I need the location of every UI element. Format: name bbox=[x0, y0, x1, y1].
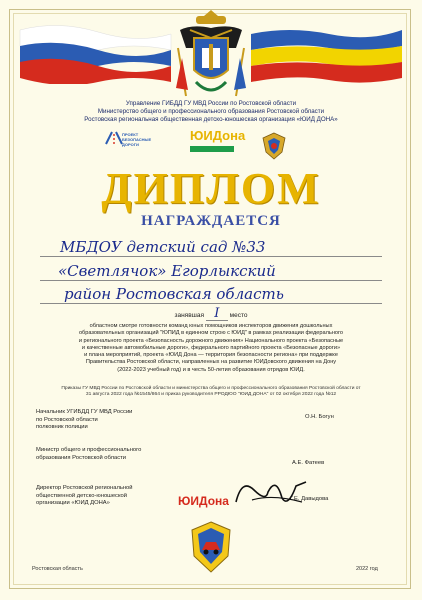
road-icon bbox=[104, 130, 124, 146]
place-line bbox=[0, 308, 422, 321]
recipient-underline-1 bbox=[40, 256, 382, 257]
orders-line-2: 31 августа 2022 года №1545/864 и приказ руководителя РРОДЮО "ЮИД ДОНА" от 02 октября 2022 года №12 bbox=[85, 392, 337, 397]
orders-line-1: Приказы ГУ МВД России по Ростовской области и министерства общего и профессионального образования Ростовской области от bbox=[61, 386, 361, 391]
competition-description bbox=[38, 323, 384, 374]
signatory-3-title-1: Директор Ростовской региональной bbox=[36, 485, 133, 491]
signatory-3-title-3: организации «ЮИД ДОНА» bbox=[36, 500, 110, 506]
body-line-3: и регионального проекта «Безопасность дорожного движения» Национального проекта «Безопасные bbox=[78, 337, 344, 344]
body-line-1: областном смотре готовности команд юных помощников инспекторов движения дошкольных bbox=[89, 323, 333, 329]
signatory-1-name: О.Н. Богун bbox=[305, 414, 334, 420]
signatory-3 bbox=[36, 485, 133, 508]
signatory-1-title-1: Начальник УГИБДД ГУ МВД России bbox=[36, 409, 133, 415]
handwritten-signature-icon bbox=[232, 472, 312, 512]
signatory-1-title-3: полковник полиции bbox=[36, 424, 88, 430]
orders-reference bbox=[28, 386, 394, 398]
signatory-1 bbox=[36, 409, 132, 432]
yuid-bottom-logo-text: ЮИДона bbox=[178, 494, 229, 508]
signatory-2-title-2: образования Ростовской области bbox=[36, 454, 126, 461]
body-line-5: и плана мероприятий, проекта «ЮИД Дона — территория безопасности региона» при поддержке bbox=[84, 352, 338, 359]
safe-roads-project-logo bbox=[104, 130, 152, 164]
diploma-title: ДИПЛОМ bbox=[101, 164, 321, 213]
project-label-3: ДОРОГИ bbox=[122, 142, 139, 147]
signatory-2 bbox=[36, 447, 141, 462]
project-label-1: ПРОЕКТ bbox=[122, 132, 139, 137]
body-line-7: (2022-2023 учебный год) и в честь 50-летия образования отрядов ЮИД. bbox=[117, 366, 305, 373]
signatory-2-title-1: Министр общего и профессионального bbox=[36, 447, 142, 453]
project-label-2: БЕЗОПАСНЫЕ bbox=[122, 137, 152, 142]
rostov-coat-of-arms-icon bbox=[172, 8, 250, 100]
org-line-2: Министерство общего и профессионального образования Ростовской области bbox=[97, 108, 325, 115]
traffic-police-emblem-icon bbox=[262, 132, 286, 160]
yuid-don-logo bbox=[190, 128, 246, 162]
awarded-subtitle: НАГРАЖДАЕТСЯ bbox=[141, 213, 281, 229]
recipient-line-2: «Светлячок» Егорлыкский bbox=[58, 262, 276, 280]
russia-flag-icon bbox=[18, 22, 173, 84]
org-line-1: Управление ГИБДД ГУ МВД России по Ростовской области bbox=[125, 100, 297, 107]
recipient-underline-3 bbox=[40, 303, 382, 304]
signatory-2-name: А.Е. Фатеев bbox=[292, 460, 325, 466]
place-prefix: занявшая bbox=[174, 312, 205, 319]
recipient-underline-2 bbox=[40, 280, 382, 281]
rostov-flag-icon bbox=[249, 22, 404, 84]
signatory-3-title-2: общественной детско-юношеской bbox=[36, 492, 128, 499]
body-line-6: Правительства Ростовской области, направленных на развитие ЮИДовского движения на Дону bbox=[85, 359, 337, 366]
signatory-3-name: Г.Е. Давыдова bbox=[290, 496, 329, 502]
body-line-2: образовательных организаций "ЮПИД в единном строю с ЮИД" в рамках реализации федерального bbox=[78, 330, 344, 337]
footer-year: 2022 год bbox=[356, 566, 378, 572]
recipient-line-1: МБДОУ детский сад №33 bbox=[60, 238, 266, 256]
organization-header bbox=[60, 100, 362, 124]
organization-stamp-icon bbox=[188, 520, 234, 574]
yuid-logo-stripe bbox=[190, 146, 234, 152]
footer-region: Ростовская область bbox=[32, 566, 83, 572]
place-value: I bbox=[206, 308, 228, 321]
org-line-3: Ростовская региональная общественная детско-юношеская организация «ЮИД ДОНА» bbox=[84, 116, 338, 123]
recipient-line-3: район Ростовская область bbox=[64, 285, 284, 303]
yuid-don-bottom-logo bbox=[178, 494, 229, 508]
yuid-logo-text: ЮИДона bbox=[190, 128, 246, 143]
body-line-4: и качественные автомобильные дороги», федерального партийного проекта «Безопасные дороги» bbox=[81, 344, 341, 351]
signatory-1-title-2: по Ростовской области bbox=[36, 416, 98, 423]
place-suffix: место bbox=[229, 312, 248, 319]
